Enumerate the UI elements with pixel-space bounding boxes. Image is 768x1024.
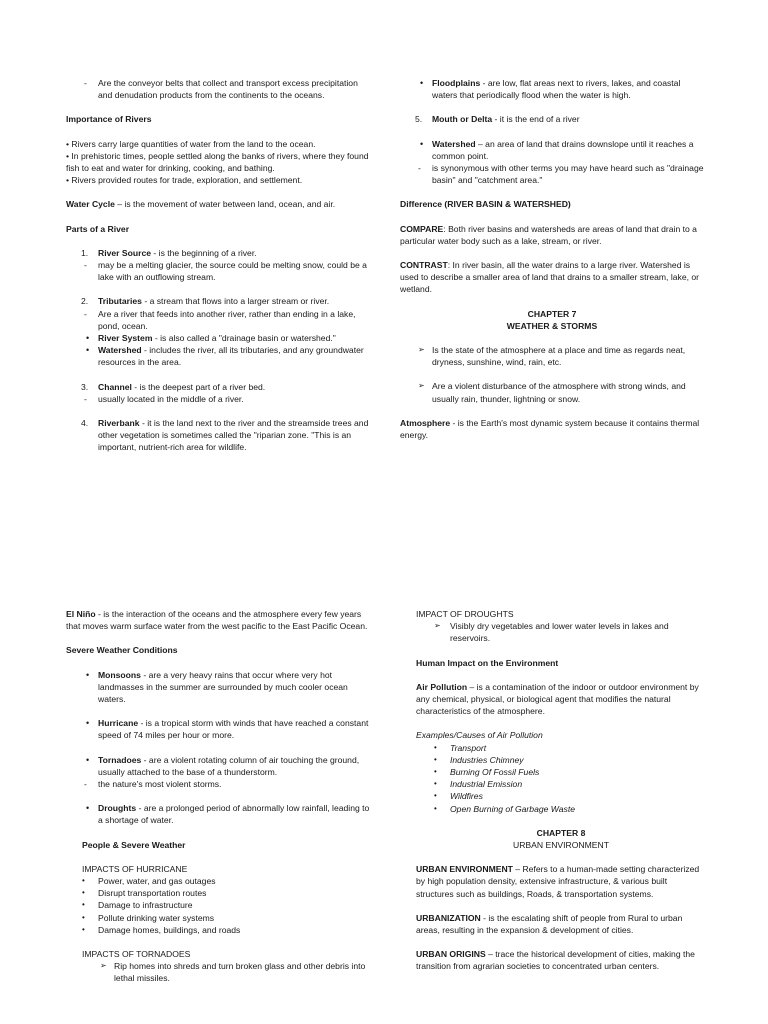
parts-heading: Parts of a River (66, 223, 130, 234)
compare-paragraph: COMPARE: Both river basins and watersheds are areas of land that drain to a particular water body such as a lake, stream, or river. (400, 223, 697, 246)
tornado-impacts-heading: IMPACTS OF TORNADOES (82, 949, 191, 960)
list-item: • Burning Of Fossil Fuels (434, 767, 540, 778)
el-nino-definition: El Niño - is the interaction of the oceans and the atmosphere every few years that moves warm surface water from the west pacific to the East Pacific Ocean. (66, 609, 368, 632)
list-item: • Damage to infrastructure (82, 900, 193, 911)
people-weather-heading: People & Severe Weather (82, 839, 186, 850)
list-item: ➢ Rip homes into shreds and turn broken glass and other debris into lethal missiles. (100, 961, 366, 984)
list-item-tributaries: 2. Tributaries - a stream that flows into a larger stream or river. (81, 296, 330, 307)
severe-weather-heading: Severe Weather Conditions (66, 645, 178, 656)
contrast-paragraph: CONTRAST: In river basin, all the water drains to a large river. Watershed is used to describe a smaller area of land that drains to a smaller stream, lake, or wetland. (400, 260, 700, 295)
importance-line: • In prehistoric times, people settled along the banks of rivers, where they found fish to eat and water for drinking, cooking, and bathing. (66, 150, 369, 174)
list-item-floodplains: • Floodplains - are low, flat areas next to rivers, lakes, and coastal waters that periodically flood when the water is high. (420, 78, 681, 101)
human-impact-heading: Human Impact on the Environment (416, 657, 559, 668)
chapter-7-label: CHAPTER 7 (527, 308, 577, 319)
list-item-storms: ➢ Are a violent disturbance of the atmosphere with strong winds, and usually rain, thunder, lightning or snow. (418, 381, 686, 404)
importance-line: • Rivers provided routes for trade, exploration, and settlement. (66, 175, 303, 186)
list-item-monsoons: • Monsoons - are a very heavy rains that occur where very hot landmasses in the summer are surrounded by much cooler ocean waters. (86, 669, 348, 705)
list-item-river-system: • River System - is also called a "drainage basin or watershed." (86, 333, 336, 344)
list-item-channel: 3. Channel - is the deepest part of a river bed. (81, 381, 266, 392)
list-item-weather: ➢ Is the state of the atmosphere at a place and time as regards neat, dryness, sunshine, wind, rain, etc. (418, 345, 686, 368)
intro-text: Are the conveyor belts that collect and transport excess precipitation and denudation products from the continents to the oceans. (98, 78, 358, 101)
list-item-tornadoes: • Tornadoes - are a violent rotating column of air touching the ground, usually attached to the base of a thunderstorm. (86, 754, 360, 777)
examples-heading: Examples/Causes of Air Pollution (416, 730, 543, 741)
list-item-river-source: 1. River Source - is the beginning of a river. (81, 247, 257, 258)
list-item: • Damage homes, buildings, and roads (82, 924, 241, 935)
list-item-note: - usually located in the middle of a river. (84, 393, 244, 404)
arrow-bullet-icon: ➢ (100, 961, 107, 971)
list-item-watershed: • Watershed - includes the river, all its tributaries, and any groundwater resources in the area. (86, 345, 364, 368)
list-item: ➢ Visibly dry vegetables and lower water levels in lakes and reservoirs. (434, 621, 669, 644)
top-left-column (66, 77, 370, 454)
hurricane-impacts-heading: IMPACTS OF HURRICANE (82, 863, 188, 874)
list-item-note: - may be a melting glacier, the source could be melting snow, could be a lake with an outflowing stream. (84, 260, 367, 283)
list-item: • Transport (434, 742, 487, 753)
bottom-left-column (66, 608, 370, 985)
list-item: • Wildfires (434, 791, 483, 802)
importance-heading: Importance of Rivers (66, 114, 152, 125)
arrow-bullet-icon: ➢ (418, 345, 425, 355)
importance-line: • Rivers carry large quantities of water from the land to the ocean. (66, 138, 316, 149)
atmosphere-definition: Atmosphere - is the Earth's most dynamic system because it contains thermal energy. (400, 417, 700, 441)
list-item: • Pollute drinking water systems (82, 912, 215, 923)
list-item: • Disrupt transportation routes (82, 888, 207, 899)
intro-item (66, 77, 370, 101)
list-item-droughts: • Droughts - are a prolonged period of abnormally low rainfall, leading to a shortage of water. (86, 803, 370, 826)
list-item-mouth: 5. Mouth or Delta - it is the end of a river (415, 114, 580, 125)
chapter-8-label: CHAPTER 8 (536, 827, 586, 838)
arrow-bullet-icon: ➢ (418, 381, 425, 391)
list-item: • Open Burning of Garbage Waste (434, 803, 576, 814)
list-item-note: - Are a river that feeds into another river, rather than ending in a lake, pond, ocean. (84, 308, 356, 331)
list-item: • Industries Chimney (434, 754, 524, 765)
dash-marker: - (84, 78, 87, 88)
list-item-note: - the nature's most violent storms. (84, 779, 222, 790)
list-item-riverbank: 4. Riverbank - it is the land next to the river and the streamside trees and other vegetation is sometimes called the "riparian zone. "This is an important, nutrient-rich area for wildlife. (81, 418, 369, 453)
list-item-watershed: • Watershed – an area of land that drains downslope until it reaches a common point. (420, 138, 694, 161)
list-item: • Power, water, and gas outages (82, 876, 216, 887)
air-pollution-definition: Air Pollution – is a contamination of the indoor or outdoor environment by any chemical, physical, or biological agent that modifies the natural characteristics of the atmosphere. (416, 681, 699, 717)
arrow-bullet-icon: ➢ (434, 621, 441, 631)
list-item-hurricane: • Hurricane - is a tropical storm with winds that have reached a constant speed of 74 miles per hour or more. (86, 718, 369, 741)
top-right-column (400, 77, 704, 441)
urbanization-definition: URBANIZATION - is the escalating shift of people from Rural to urban areas, resulting in the expansion & development of cities. (416, 912, 683, 936)
chapter-7-title: WEATHER & STORMS (506, 320, 598, 331)
water-cycle-definition: Water Cycle – is the movement of water between land, ocean, and air. (66, 199, 336, 210)
drought-impacts-heading: IMPACT OF DROUGHTS (416, 609, 514, 619)
urban-origins-definition: URBAN ORIGINS – trace the historical development of cities, making the transition from agrarian societies to concentrated urban centers. (416, 949, 695, 972)
difference-heading: Difference (RIVER BASIN & WATERSHED) (400, 199, 571, 210)
list-item-note: - is synonymous with other terms you may have heard such as "drainage basin" and "catchment area." (418, 163, 704, 186)
list-item: • Industrial Emission (434, 779, 523, 790)
urban-environment-definition: URBAN ENVIRONMENT – Refers to a human-made setting characterized by high population density, extensive infrastructure, & various built structures such as buildings, Roads, & transportation systems. (416, 864, 700, 899)
chapter-8-title: URBAN ENVIRONMENT (513, 840, 609, 851)
bottom-right-column (416, 608, 706, 973)
